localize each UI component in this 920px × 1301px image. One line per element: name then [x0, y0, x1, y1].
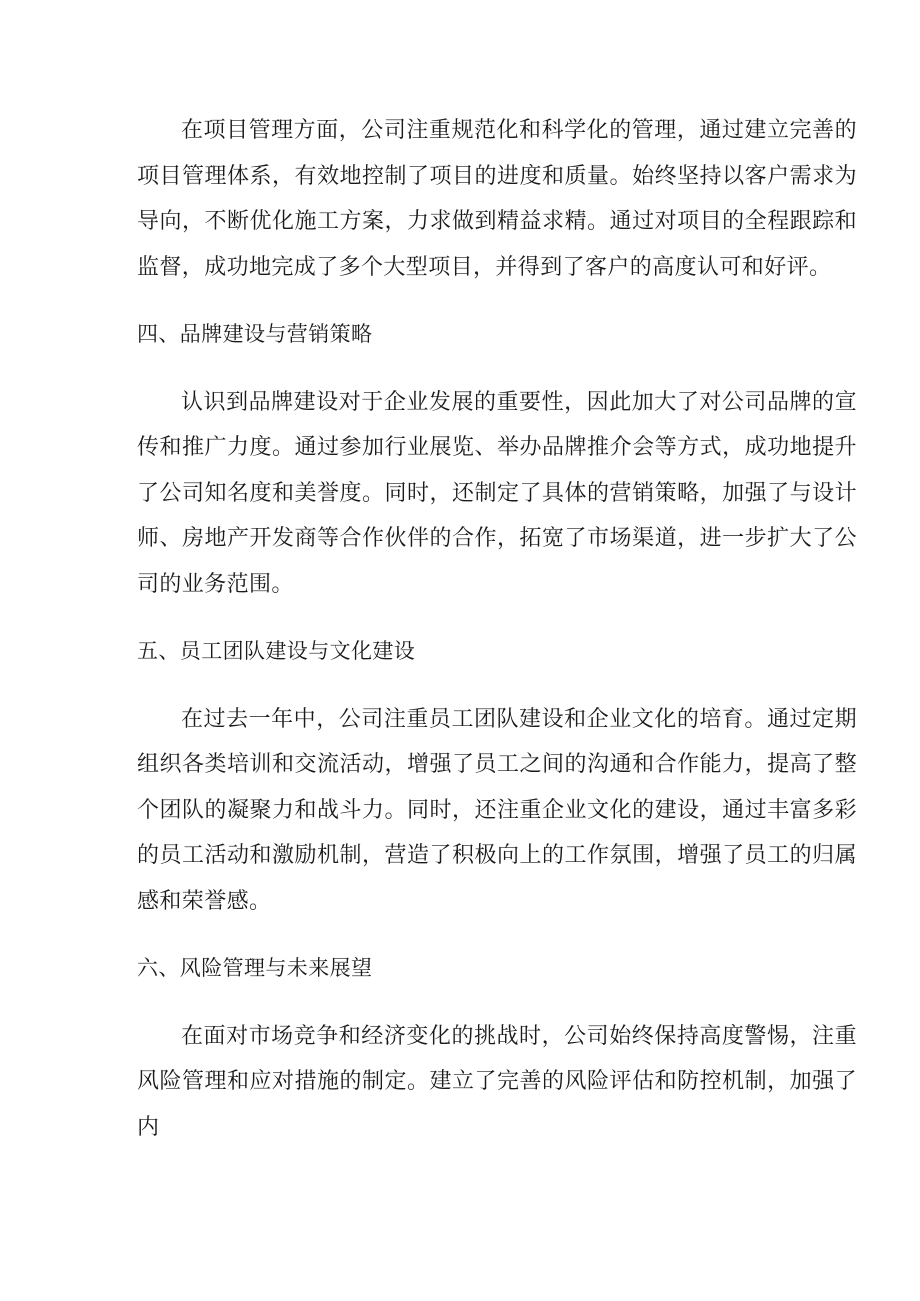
paragraph-team: 在过去一年中，公司注重员工团队建设和企业文化的培育。通过定期组织各类培训和交流活动，增强了员工之间的沟通和合作能力，提高了整个团队的凝聚力和战斗力。同时，还注重企业文化的建设，通过丰富多彩的员工活动和激励机制，营造了积极向上的工作氛围，增强了员工的归属感和荣誉感。 [137, 706, 857, 914]
section-heading-team: 五、员工团队建设与文化建设 [137, 639, 416, 663]
spacer [137, 675, 857, 697]
spacer [137, 992, 857, 1014]
spacer [137, 924, 857, 946]
paragraph-project-management: 在项目管理方面，公司注重规范化和科学化的管理，通过建立完善的项目管理体系，有效地控制了项目的进度和质量。始终坚持以客户需求为导向，不断优化施工方案，力求做到精益求精。通过对项目的全程跟踪和监督，成功地完成了多个大型项目，并得到了客户的高度认可和好评。 [137, 118, 857, 280]
spacer [137, 607, 857, 629]
spacer [137, 290, 857, 312]
section-heading-brand: 四、品牌建设与营销策略 [137, 322, 373, 346]
section-heading-risk: 六、风险管理与未来展望 [137, 956, 373, 980]
paragraph-risk: 在面对市场竞争和经济变化的挑战时，公司始终保持高度警惕，注重风险管理和应对措施的制定。建立了完善的风险评估和防控机制，加强了内 [137, 1023, 857, 1140]
paragraph-brand: 认识到品牌建设对于企业发展的重要性，因此加大了对公司品牌的宣传和推广力度。通过参加行业展览、举办品牌推介会等方式，成功地提升了公司知名度和美誉度。同时，还制定了具体的营销策略，加强了与设计师、房地产开发商等合作伙伴的合作，拓宽了市场渠道，进一步扩大了公司的业务范围。 [137, 389, 857, 597]
spacer [137, 358, 857, 380]
document-body [137, 108, 857, 1150]
